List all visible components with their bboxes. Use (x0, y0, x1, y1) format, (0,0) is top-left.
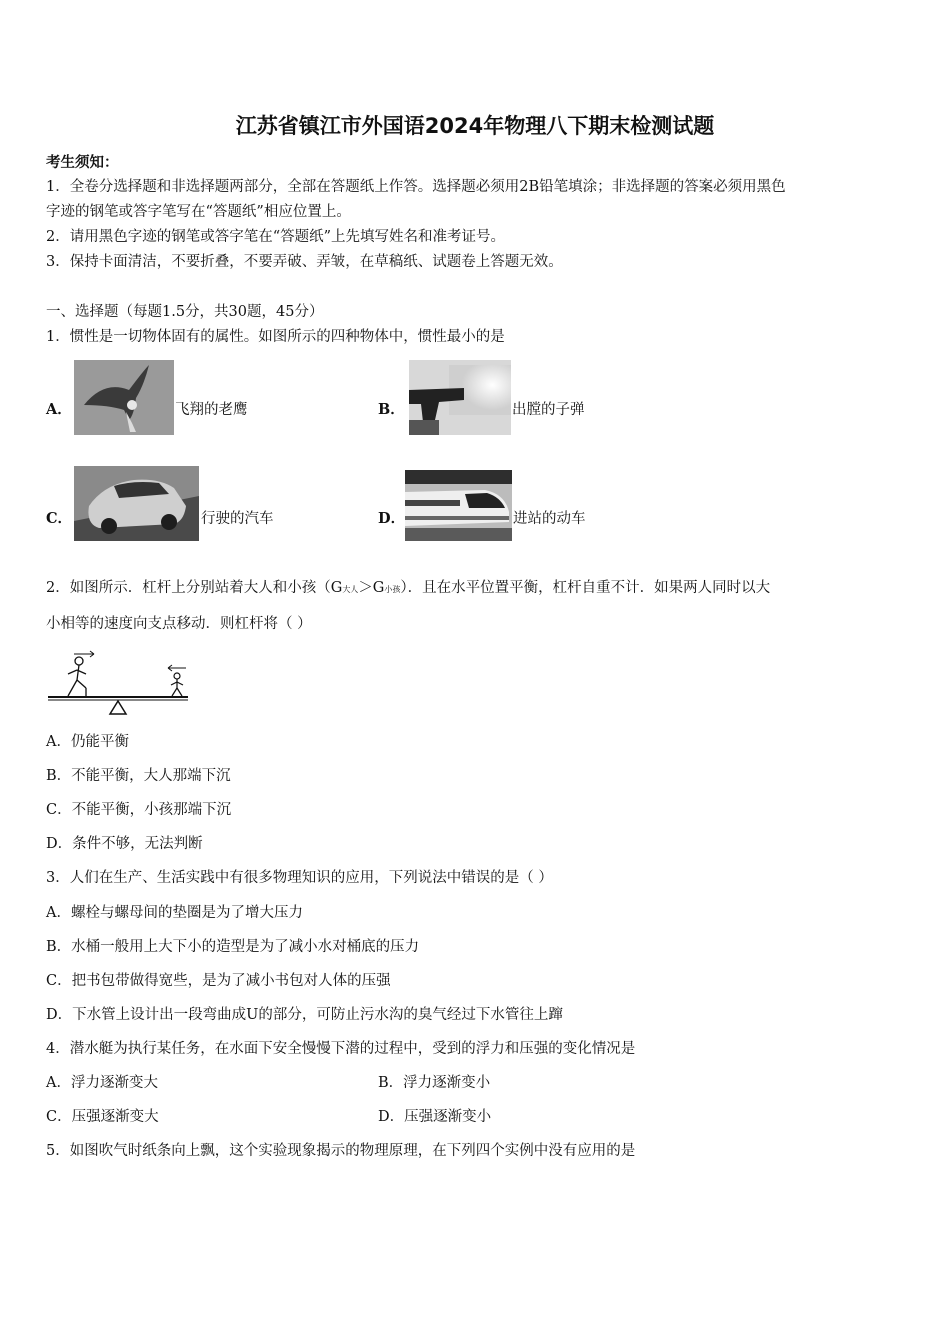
q1-option-a-letter: A． (46, 401, 72, 418)
q1-option-c-letter: C． (46, 510, 73, 527)
notice-item: 2．请用黑色字迹的钢笔或答字笔在“答题纸”上先填写姓名和准考证号。 (46, 229, 506, 245)
q2-stem-part: ）．且在水平位置平衡，杠杆自重不计．如果两人同时以大 (400, 580, 771, 596)
q4-option-a: A．浮力逐渐变大 (46, 1075, 158, 1091)
q2-option-c: C．不能平衡，小孩那端下沉 (46, 802, 232, 818)
question-4-stem: 4．潜水艇为执行某任务，在水面下安全慢慢下潜的过程中，受到的浮力和压强的变化情况是 (46, 1041, 636, 1057)
q3-option-b: B．水桶一般用上大下小的造型是为了减小水对桶底的压力 (46, 939, 420, 955)
exam-title: 江苏省镇江市外国语2024年物理八下期末检测试题 (235, 114, 715, 138)
q2-option-a: A．仍能平衡 (46, 734, 129, 750)
lever-diagram (46, 650, 191, 720)
q1-option-a-text: 飞翔的老鹰 (175, 402, 248, 418)
notice-item: 3．保持卡面清洁，不要折叠，不要弄破、弄皱，在草稿纸、试题卷上答题无效。 (46, 254, 563, 270)
car-image (74, 466, 199, 541)
question-1-stem: 1．惯性是一切物体固有的属性。如图所示的四种物体中，惯性最小的是 (46, 329, 505, 345)
question-2-stem (46, 578, 770, 600)
notice-heading: 考生须知： (46, 154, 119, 171)
q4-option-d: D．压强逐渐变小 (378, 1109, 492, 1125)
q1-option-b-letter: B． (378, 401, 405, 418)
q2-option-b: B．不能平衡，大人那端下沉 (46, 768, 231, 784)
notice-item: 1．全卷分选择题和非选择题两部分，全部在答题纸上作答。选择题必须用2B铅笔填涂；非选择题的答案必须用黑色 (46, 179, 786, 195)
eagle-image (74, 360, 174, 435)
question-3-stem: 3．人们在生产、生活实践中有很多物理知识的应用，下列说法中错误的是（ ） (46, 870, 553, 886)
q2-stem-part: 2．如图所示．杠杆上分别站着大人和小孩（G (46, 580, 343, 596)
q2-subscript: 小孩 (384, 585, 401, 594)
pistol-image (409, 360, 511, 435)
q4-option-c: C．压强逐渐变大 (46, 1109, 159, 1125)
q1-option-b-text: 出膛的子弹 (512, 402, 585, 418)
q3-option-c: C．把书包带做得宽些，是为了减小书包对人体的压强 (46, 973, 391, 989)
notice-item: 字迹的钢笔或答字笔写在“答题纸”相应位置上。 (46, 204, 351, 220)
q3-option-d: D．下水管上设计出一段弯曲成U的部分，可防止污水沟的臭气经过下水管往上蹿 (46, 1007, 563, 1023)
q3-option-a: A．螺栓与螺母间的垫圈是为了增大压力 (46, 905, 303, 921)
q2-option-d: D．条件不够，无法判断 (46, 836, 203, 852)
q4-option-b: B．浮力逐渐变小 (378, 1075, 491, 1091)
q2-subscript: 大人 (342, 585, 359, 594)
q1-option-c-text: 行驶的汽车 (201, 511, 274, 527)
train-image (405, 470, 512, 541)
question-5-stem: 5．如图吹气时纸条向上飘，这个实验现象揭示的物理原理，在下列四个实例中没有应用的是 (46, 1143, 636, 1159)
question-2-stem-line2: 小相等的速度向支点移动．则杠杆将（ ） (46, 616, 312, 632)
q1-option-d-text: 进站的动车 (513, 511, 586, 527)
q2-stem-part: ＞G (358, 580, 385, 596)
q1-option-d-letter: D． (378, 510, 406, 527)
section-heading: 一、选择题（每题1.5分，共30题，45分） (46, 304, 324, 320)
